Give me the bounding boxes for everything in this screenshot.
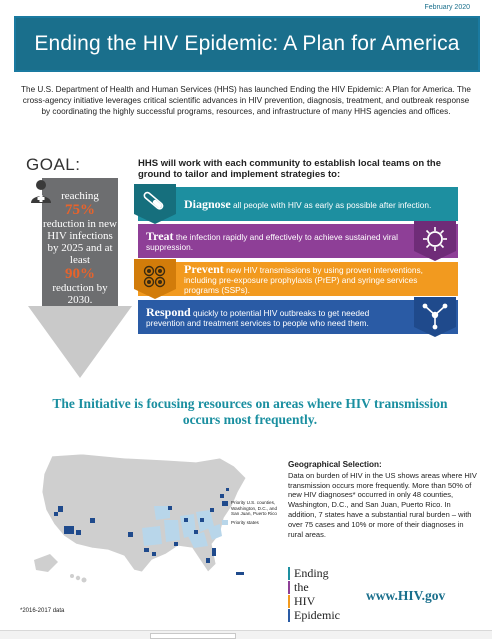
logo-line — [288, 594, 358, 608]
goal-arrow — [28, 178, 132, 378]
map-puerto-rico — [236, 572, 244, 575]
logo-word-epidemic: Epidemic — [294, 607, 340, 622]
legend-swatch-states — [222, 520, 228, 525]
goal-line-3: reduction by 2030. — [52, 282, 108, 306]
hiv-gov-link[interactable]: www.HIV.gov — [366, 588, 446, 603]
strategy-prevent-key: Prevent — [184, 261, 224, 276]
pills-icon — [134, 259, 176, 299]
network-icon — [414, 297, 456, 337]
logo-line — [288, 608, 358, 622]
footnote: *2016-2017 data — [20, 608, 65, 614]
geo-text: Data on burden of HIV in the US shows areas where HIV transmission occurs more frequently. More than 50% of new HIV diagnoses* occurred in only 48 counties, Washington, D.C., and San Juan, Puerto Rico. In addition, 7 states have a substantial rural burden – with over 75 cases and 10% or more of their diagnoses in rural areas. — [288, 470, 477, 539]
goal-pct-2025: 75% — [65, 202, 95, 218]
logo-word-the: the — [294, 579, 309, 594]
logo-line — [288, 566, 358, 580]
intro-paragraph: The U.S. Department of Health and Human Services (HHS) has launched Ending the HIV Epidemic: A Plan for America. The cross-agency initiative leverages critical scientific advances in HIV prevention, diagnosis, treatment, and outbreak response by coordinating the highly successful programs, resources, and infrastructure of many HHS agencies and offices. — [21, 85, 471, 116]
strategy-respond — [138, 300, 458, 334]
legend-item — [222, 520, 282, 526]
strategy-treat-text: the infection rapidly and effectively to achieve sustained viral suppression. — [146, 231, 399, 252]
logo-bar-teal — [288, 567, 290, 580]
geographical-selection — [288, 460, 478, 539]
logo-bar-purple — [288, 581, 290, 594]
goal-line-2: reduction in new HIV infections by 2025 and at least — [43, 218, 117, 266]
strategy-respond-key: Respond — [146, 304, 191, 319]
map-hawaii — [70, 574, 87, 583]
strategy-diagnose — [138, 187, 458, 221]
legend-item — [222, 500, 282, 517]
strategy-prevent — [138, 262, 458, 296]
publication-date: February 2020 — [424, 4, 470, 11]
strategy-prevent-text: new HIV transmissions by using proven interventions, including pre-exposure prophylaxis (PrEP) and syringe services programs (SSPs). — [184, 264, 423, 295]
person-plus-icon — [28, 178, 54, 204]
map-legend — [222, 500, 282, 528]
logo-bar-blue — [288, 609, 290, 622]
logo-word-hiv: HIV — [294, 593, 316, 608]
logo-word-ending: Ending — [294, 565, 329, 580]
virus-icon — [414, 221, 456, 261]
hhs-strategy-heading: HHS will work with each community to establish local teams on the ground to tailor and implement strategies to: — [138, 158, 442, 180]
goal-line-1: reaching — [61, 190, 99, 202]
map-alaska — [34, 554, 58, 572]
strategy-treat-key: Treat — [146, 228, 174, 243]
goal-pct-2030: 90% — [65, 266, 95, 282]
page-title: Ending the HIV Epidemic: A Plan for America — [34, 32, 460, 55]
strategy-diagnose-text: all people with HIV as early as possible after infection. — [230, 199, 432, 210]
ending-hiv-epidemic-logo — [288, 566, 358, 624]
strategy-diagnose-key: Diagnose — [184, 196, 231, 211]
legend-swatch-counties — [222, 501, 228, 506]
focus-statement: The Initiative is focusing resources on areas where HIV transmission occurs most frequently. — [52, 396, 448, 427]
page-bottom-box — [150, 633, 236, 639]
goal-text — [42, 190, 118, 306]
strategy-treat — [138, 224, 458, 258]
page-bottom-bar — [0, 630, 492, 639]
logo-bar-orange — [288, 595, 290, 608]
goal-heading: GOAL: — [26, 155, 81, 174]
legend-label-counties: Priority U.S. counties, Washington, D.C., and San Juan, Puerto Rico — [231, 500, 278, 516]
title-banner — [14, 16, 480, 72]
logo-line — [288, 580, 358, 594]
test-swab-icon — [134, 184, 176, 224]
strategy-respond-text: quickly to potential HIV outbreaks to get needed prevention and treatment services to people who need them. — [146, 307, 370, 328]
legend-label-states: Priority states — [231, 519, 259, 525]
geo-heading: Geographical Selection: — [288, 460, 382, 469]
